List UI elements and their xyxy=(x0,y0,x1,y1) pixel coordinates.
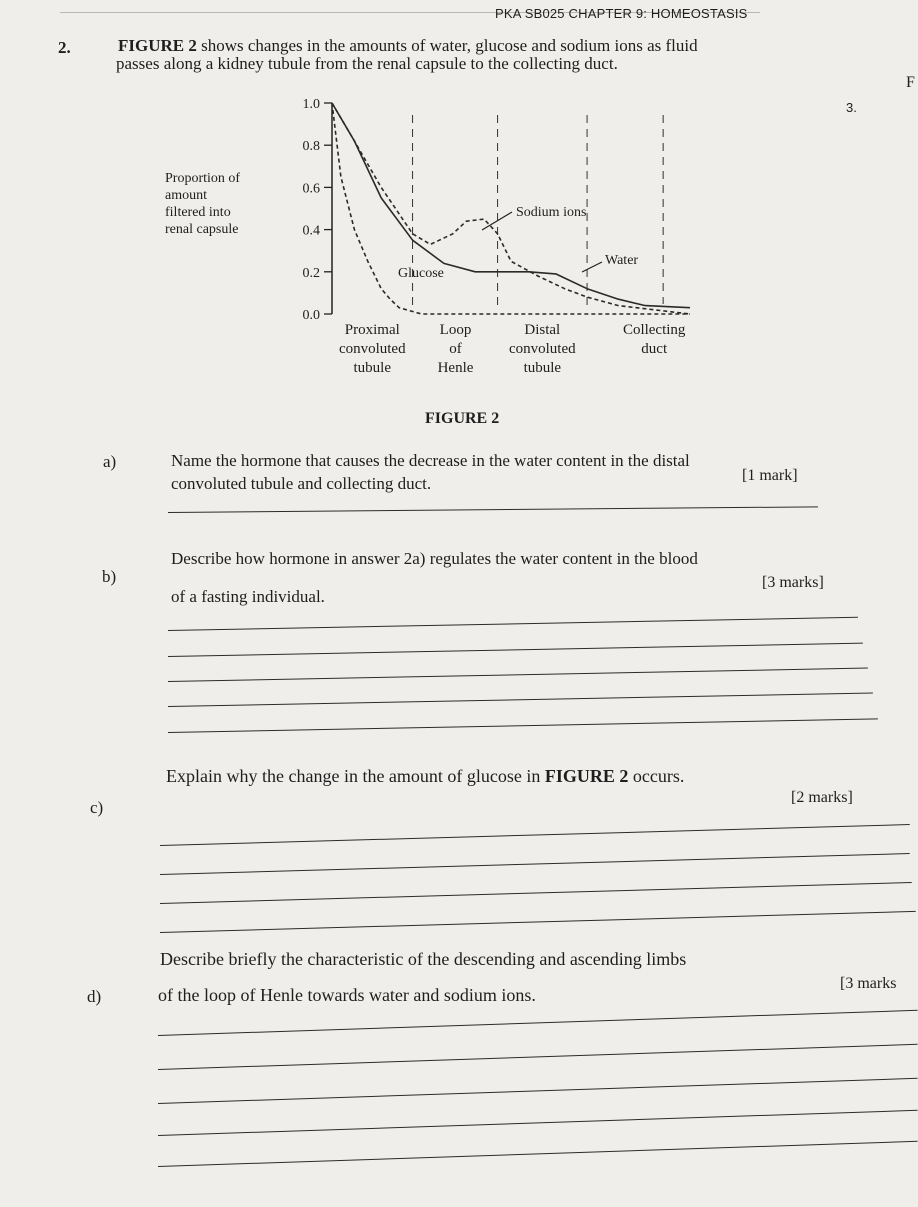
question-c-marks: [2 marks] xyxy=(791,789,853,806)
answer-line[interactable] xyxy=(168,617,858,631)
y-ticks xyxy=(303,97,333,323)
region-label: tubule xyxy=(353,360,392,376)
answer-line[interactable] xyxy=(168,692,873,707)
margin-note: 3. xyxy=(846,100,857,115)
answer-line[interactable] xyxy=(158,1010,918,1036)
answer-line[interactable] xyxy=(160,882,912,904)
question-b-line-2: of a fasting individual. xyxy=(171,587,325,606)
figure-2-chart xyxy=(0,0,918,420)
region-label: Distal xyxy=(524,322,561,338)
answer-line[interactable] xyxy=(168,506,818,513)
y-axis-label-line: renal capsule xyxy=(165,222,239,237)
question-d-line-1: Describe briefly the characteristic of the descending and ascending limbs xyxy=(160,949,687,969)
y-tick-label: 1.0 xyxy=(302,97,320,112)
region-label: Collecting xyxy=(622,322,686,338)
answer-line[interactable] xyxy=(158,1078,918,1104)
question-a-letter: a) xyxy=(103,452,117,471)
question-b-line-1: Describe how hormone in answer 2a) regulates the water content in the blood xyxy=(171,549,698,568)
series-line-water xyxy=(332,103,690,308)
question-b-marks: [3 marks] xyxy=(762,574,824,591)
intro-figure-ref: FIGURE 2 xyxy=(118,36,197,55)
question-d-letter: d) xyxy=(87,987,102,1006)
question-b-letter: b) xyxy=(102,567,117,586)
answer-line[interactable] xyxy=(160,911,916,933)
series-lines xyxy=(332,103,690,314)
region-label: duct xyxy=(641,341,668,357)
series-line-glucose xyxy=(332,103,690,314)
question-a-line-1: Name the hormone that causes the decrease in the water content in the distal xyxy=(171,451,690,470)
water-pointer xyxy=(582,262,602,272)
figure-caption: FIGURE 2 xyxy=(425,410,500,427)
page-header: PKA SB025 CHAPTER 9: HOMEOSTASIS xyxy=(495,6,748,21)
y-tick-label: 0.4 xyxy=(302,223,320,239)
region-label: Loop xyxy=(439,322,472,338)
region-label: Henle xyxy=(437,360,474,376)
region-label: tubule xyxy=(523,360,562,376)
y-axis-label-line: amount xyxy=(165,188,207,203)
region-labels xyxy=(339,322,686,376)
answer-line[interactable] xyxy=(168,643,863,657)
y-tick-label: 0.8 xyxy=(302,139,320,155)
answer-line[interactable] xyxy=(160,824,910,846)
answer-line[interactable] xyxy=(168,718,878,733)
series-line-sodium-ions xyxy=(332,103,690,314)
answer-line[interactable] xyxy=(160,853,910,875)
question-c-letter: c) xyxy=(90,798,104,817)
answer-line[interactable] xyxy=(158,1110,918,1136)
y-tick-label: 0.6 xyxy=(302,181,320,197)
sodium-ions-label: Sodium ions xyxy=(516,205,587,220)
y-tick-label: 0.2 xyxy=(302,265,320,281)
question-d-marks: [3 marks xyxy=(840,975,897,992)
intro-line-2: passes along a kidney tubule from the renal capsule to the collecting duct. xyxy=(116,54,618,73)
question-a-line-2: convoluted tubule and collecting duct. xyxy=(171,474,432,493)
answer-line[interactable] xyxy=(158,1141,918,1167)
question-number: 2. xyxy=(58,38,71,57)
question-d-line-2: of the loop of Henle towards water and sodium ions. xyxy=(158,985,536,1005)
question-a-marks: [1 mark] xyxy=(742,467,798,484)
region-label: Proximal xyxy=(344,322,400,338)
region-label: of xyxy=(449,341,462,357)
intro-line-1-text: shows changes in the amounts of water, glucose and sodium ions as fluid xyxy=(196,36,698,55)
margin-letter: F xyxy=(906,74,915,91)
y-tick-label: 0.0 xyxy=(302,308,320,323)
region-label: convoluted xyxy=(508,341,576,357)
question-c-line-1: Explain why the change in the amount of glucose in FIGURE 2 occurs. xyxy=(166,766,685,786)
answer-line[interactable] xyxy=(158,1044,918,1070)
y-axis-label-line: filtered into xyxy=(165,205,231,220)
y-axis-label-line: Proportion of xyxy=(165,171,241,186)
glucose-label: Glucose xyxy=(398,266,444,281)
region-label: convoluted xyxy=(338,341,406,357)
water-label: Water xyxy=(605,253,639,268)
answer-line[interactable] xyxy=(168,668,868,682)
